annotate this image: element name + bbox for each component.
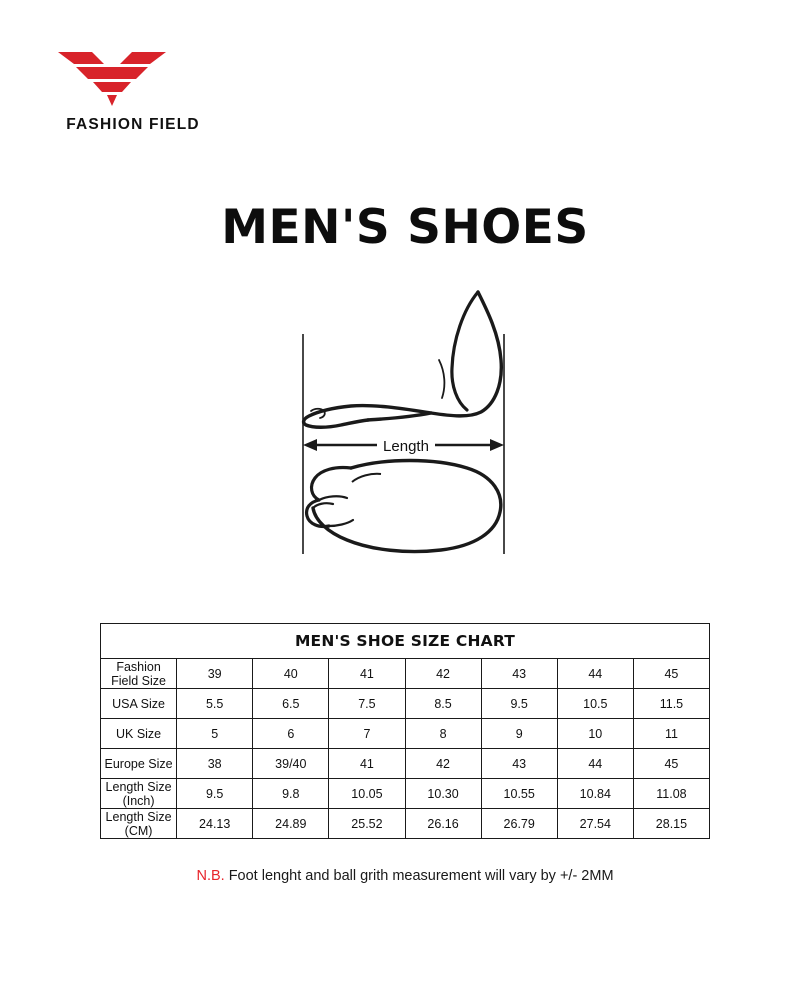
table-cell: 10.5 — [557, 689, 633, 719]
table-cell: 27.54 — [557, 809, 633, 839]
table-cell: 42 — [405, 659, 481, 689]
table-row-label: Europe Size — [101, 749, 177, 779]
note-prefix: N.B. — [196, 868, 225, 884]
table-row — [101, 779, 710, 809]
table-title-row — [101, 624, 710, 659]
table-cell: 44 — [557, 659, 633, 689]
table-cell: 43 — [481, 659, 557, 689]
brand-name: FASHION FIELD — [66, 116, 200, 133]
table-cell: 11.08 — [633, 779, 709, 809]
table-cell: 9.5 — [177, 779, 253, 809]
table-cell: 43 — [481, 749, 557, 779]
table-row-label: Length Size (CM) — [101, 809, 177, 839]
table-row — [101, 719, 710, 749]
table-cell: 10.30 — [405, 779, 481, 809]
table-cell: 10.55 — [481, 779, 557, 809]
table-cell: 10.84 — [557, 779, 633, 809]
table-cell: 41 — [329, 659, 405, 689]
table-body — [101, 659, 710, 839]
table-cell: 7 — [329, 719, 405, 749]
table-cell: 26.79 — [481, 809, 557, 839]
table-cell: 44 — [557, 749, 633, 779]
table-cell: 39/40 — [253, 749, 329, 779]
table-row — [101, 689, 710, 719]
table-row — [101, 749, 710, 779]
table-cell: 9.5 — [481, 689, 557, 719]
table-cell: 28.15 — [633, 809, 709, 839]
table-cell: 40 — [253, 659, 329, 689]
table-row-label: USA Size — [101, 689, 177, 719]
table-cell: 45 — [633, 659, 709, 689]
table-row-label: Length Size (Inch) — [101, 779, 177, 809]
table-row — [101, 659, 710, 689]
note-text: Foot lenght and ball grith measurement will vary by +/- 2MM — [224, 868, 614, 884]
table-title: MEN'S SHOE SIZE CHART — [101, 624, 710, 659]
length-label: Length — [383, 438, 429, 455]
table-cell: 7.5 — [329, 689, 405, 719]
table-cell: 25.52 — [329, 809, 405, 839]
size-chart-table-wrapper — [100, 623, 710, 839]
foot-measurement-illustration — [255, 282, 555, 572]
table-cell: 5.5 — [177, 689, 253, 719]
table-cell: 11 — [633, 719, 709, 749]
note-line — [0, 868, 810, 884]
table-cell: 26.16 — [405, 809, 481, 839]
table-cell: 9 — [481, 719, 557, 749]
table-cell: 24.13 — [177, 809, 253, 839]
table-cell: 8 — [405, 719, 481, 749]
table-cell: 10.05 — [329, 779, 405, 809]
table-cell: 10 — [557, 719, 633, 749]
table-cell: 41 — [329, 749, 405, 779]
table-cell: 24.89 — [253, 809, 329, 839]
table-cell: 5 — [177, 719, 253, 749]
table-cell: 45 — [633, 749, 709, 779]
table-row-label: UK Size — [101, 719, 177, 749]
table-cell: 8.5 — [405, 689, 481, 719]
brand-block — [38, 48, 228, 134]
table-cell: 6.5 — [253, 689, 329, 719]
brand-logo-icon — [52, 48, 172, 110]
table-cell: 6 — [253, 719, 329, 749]
table-row-label: Fashion Field Size — [101, 659, 177, 689]
page-title: MEN'S SHOES — [221, 200, 589, 255]
size-chart-table — [100, 623, 710, 839]
table-row — [101, 809, 710, 839]
table-cell: 11.5 — [633, 689, 709, 719]
table-cell: 38 — [177, 749, 253, 779]
table-cell: 39 — [177, 659, 253, 689]
table-cell: 9.8 — [253, 779, 329, 809]
table-cell: 42 — [405, 749, 481, 779]
